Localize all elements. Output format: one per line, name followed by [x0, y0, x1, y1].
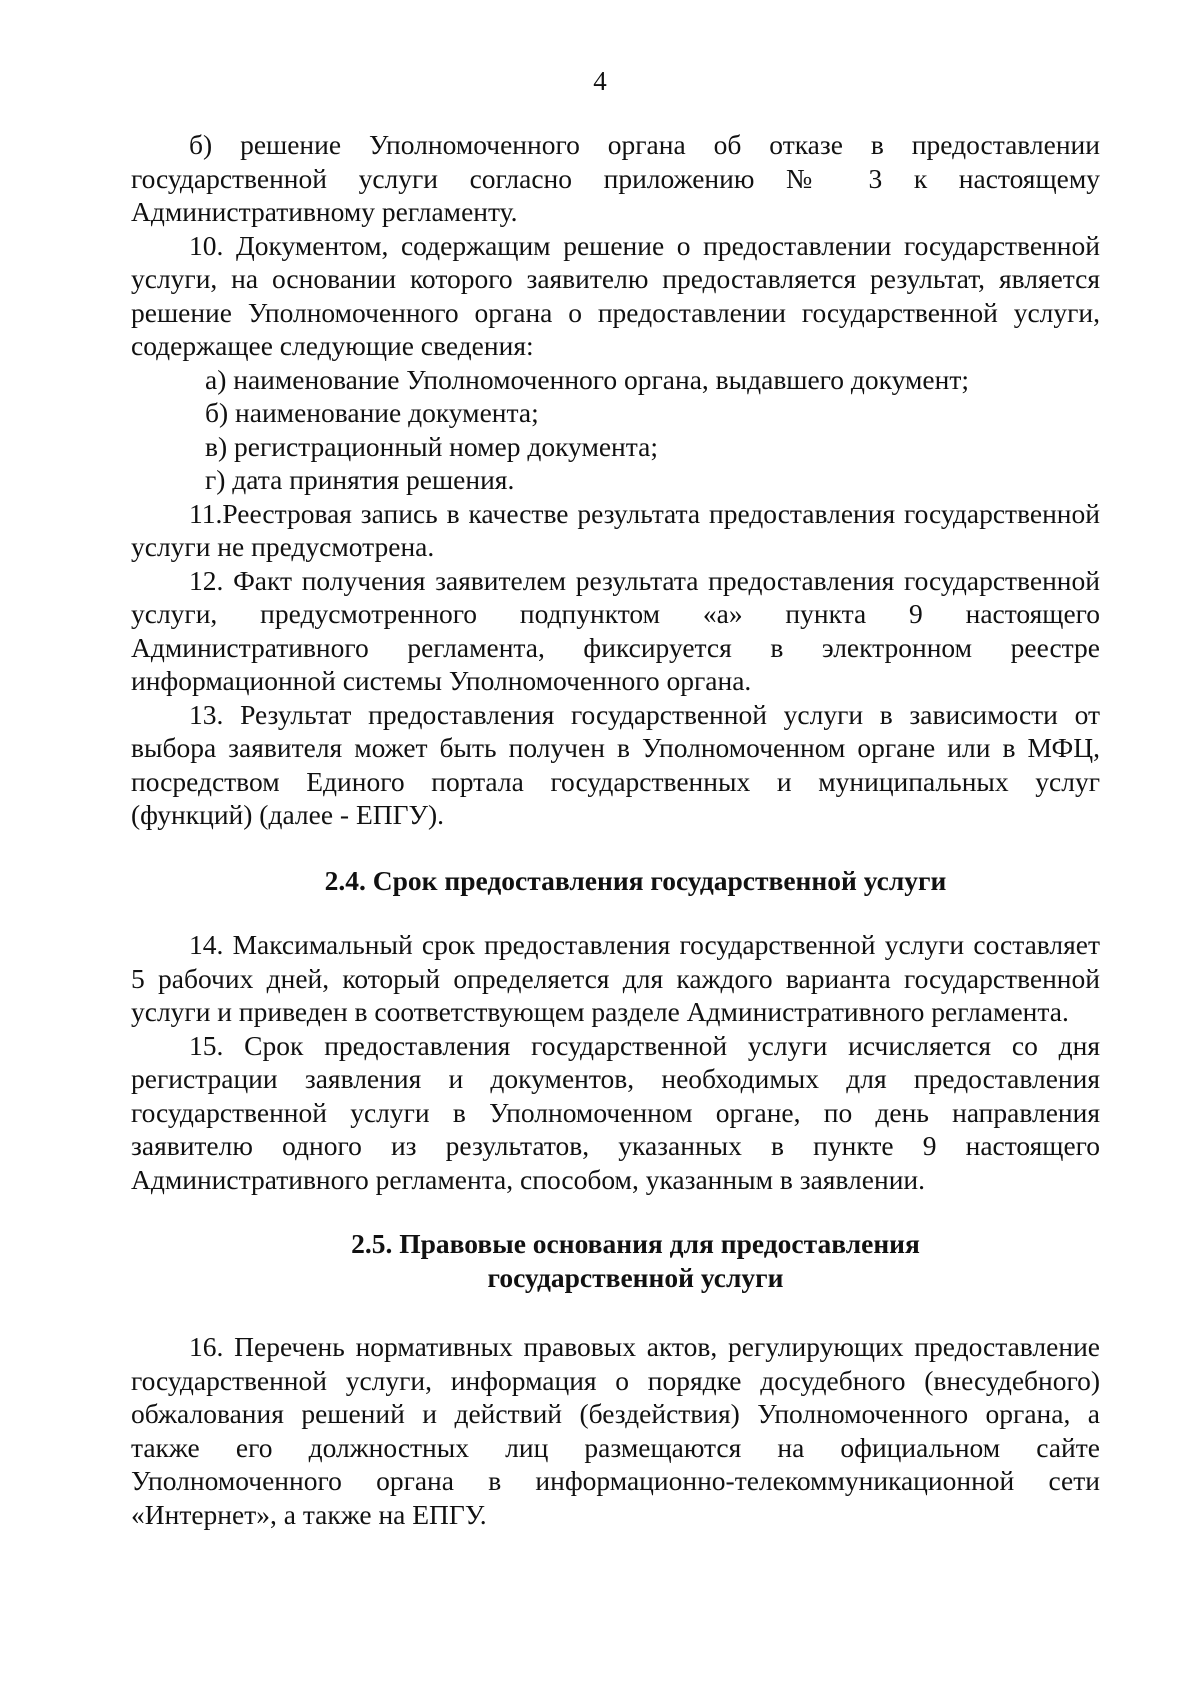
paragraph-12: 12. Факт получения заявителем результата предоставления государственной услуги, предусмотренного подпунктом «а» пункта 9 настоящего Административного регламента, фиксируется в электронном реестре информационной системы Уполномоченного органа.	[131, 564, 1100, 696]
list-item-v: в) регистрационный номер документа;	[205, 430, 658, 462]
section-heading-2-4: 2.4. Срок предоставления государственной услуги	[324, 864, 947, 896]
document-body	[131, 128, 1100, 1531]
section-heading-2-5-line2: государственной услуги	[487, 1261, 784, 1293]
paragraph-14: 14. Максимальный срок предоставления государственной услуги составляет 5 рабочих дней, который определяется для каждого варианта государственной услуги и приведен в соответствующем разделе Административного регламента.	[131, 929, 1100, 1027]
section-heading-2-5	[131, 1227, 1100, 1294]
section-heading-2-5-line1: 2.5. Правовые основания для предоставления	[351, 1228, 920, 1259]
paragraph-10: 10. Документом, содержащим решение о предоставлении государственной услуги, на основании которого заявителю предоставляется результат, является решение Уполномоченного органа о предоставлении государственной услуги, содержащее следующие сведения:	[131, 229, 1100, 361]
list-item-a: а) наименование Уполномоченного органа, выдавшего документ;	[205, 363, 969, 395]
paragraph-15: 15. Срок предоставления государственной услуги исчисляется со дня регистрации заявления и документов, необходимых для предоставления государственной услуги в Уполномоченном органе, по день направления заявителю одного из результатов, указанных в пункте 9 настоящего Административного регламента, способом, указанным в заявлении.	[131, 1029, 1100, 1195]
paragraph-16: 16. Перечень нормативных правовых актов, регулирующих предоставление государственной услуги, информация о порядке досудебного (внесудебного) обжалования решений и действий (бездействия) Уполномоченного органа, а также его должностных лиц размещаются на официальном сайте Уполномоченного органа в информационно-телекоммуникационной сети «Интернет», а также на ЕПГУ.	[131, 1331, 1100, 1530]
page-number: 4	[593, 66, 607, 96]
list-item-b: б) наименование документа;	[205, 397, 539, 428]
list-item-g: г) дата принятия решения.	[205, 464, 515, 495]
paragraph-9b: б) решение Уполномоченного органа об отказе в предоставлении государственной услуги согласно приложению № 3 к настоящему Административному регламенту.	[131, 129, 1100, 227]
paragraph-13: 13. Результат предоставления государственной услуги в зависимости от выбора заявителя может быть получен в Уполномоченном органе или в МФЦ, посредством Единого портала государственных и муниципальных услуг (функций) (далее - ЕПГУ).	[131, 698, 1100, 830]
paragraph-11: 11.Реестровая запись в качестве результата предоставления государственной услуги не предусмотрена.	[131, 497, 1100, 562]
